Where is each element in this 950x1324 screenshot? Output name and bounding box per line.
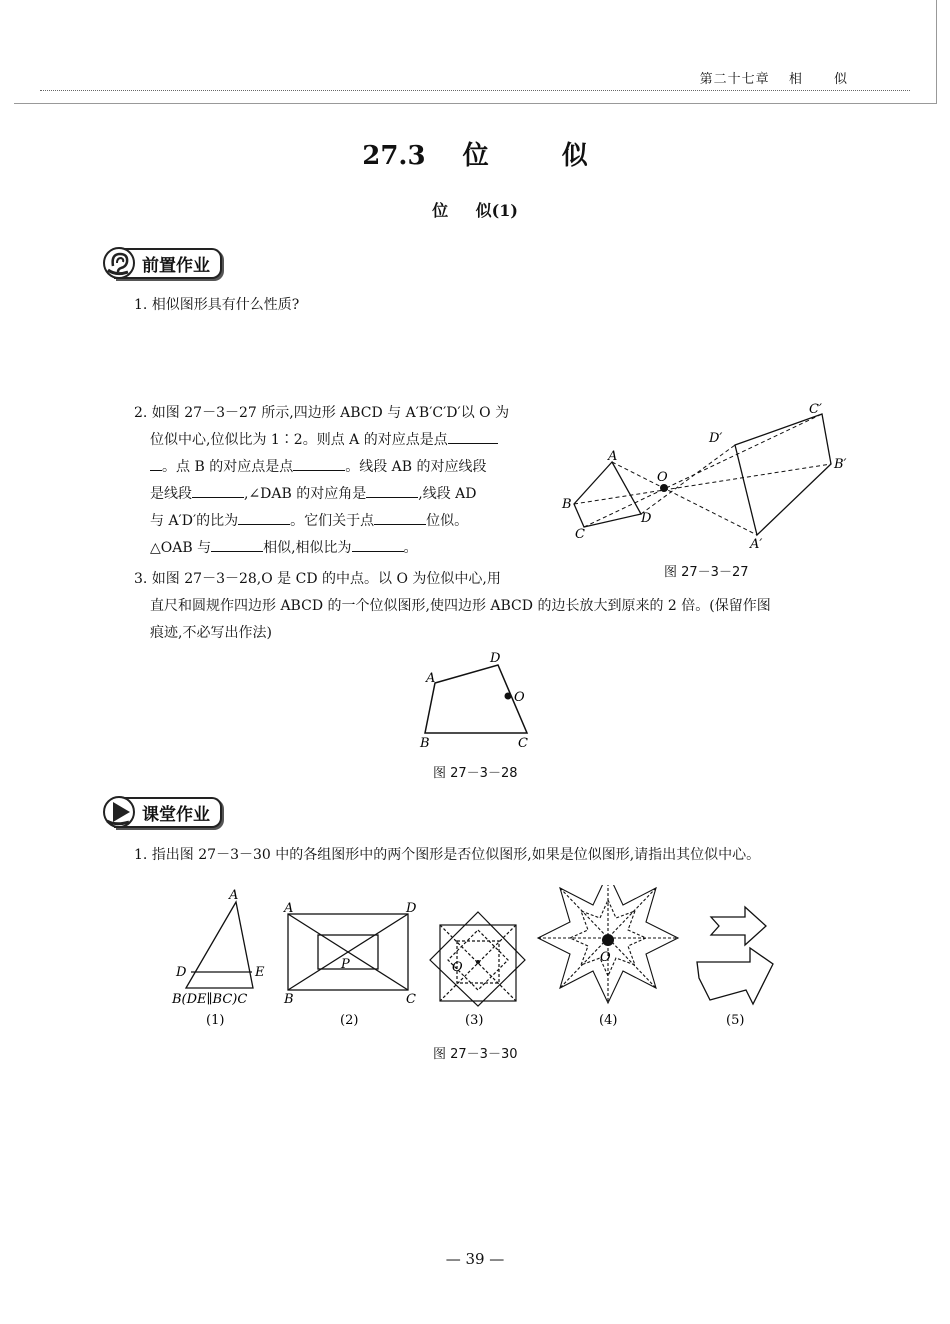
- answer-blank[interactable]: [150, 454, 162, 471]
- fig2-label-c: C: [406, 992, 416, 1007]
- sub-label-3: (3): [465, 1013, 484, 1028]
- label-b: B: [562, 497, 572, 512]
- figure-27-3-27: [555, 398, 865, 553]
- lesson-subtitle: [0, 198, 950, 221]
- sub-label-4: (4): [599, 1013, 618, 1028]
- fig-1-triangle: [186, 902, 253, 988]
- homothety-rays: [574, 414, 831, 535]
- label-d: D: [490, 651, 501, 666]
- subtitle-char-2: 似(1): [475, 201, 518, 220]
- answer-blank[interactable]: [238, 508, 290, 525]
- label-d: D: [641, 511, 652, 526]
- page-number: — 39 —: [445, 1250, 505, 1268]
- fig4-label-o: O: [600, 950, 611, 965]
- answer-blank[interactable]: [211, 535, 263, 552]
- answer-blank[interactable]: [352, 535, 404, 552]
- q2-text: 是线段: [150, 486, 192, 502]
- figure-30-caption: 图 27－3－30: [433, 1047, 518, 1062]
- pre-question-2: [134, 400, 554, 562]
- section-number: 27.3: [362, 141, 426, 171]
- answer-blank[interactable]: [293, 454, 345, 471]
- fig2-label-b: B: [284, 992, 294, 1007]
- chapter-title-2: 似: [833, 72, 848, 87]
- q2-text: 位似中心,位似比为 1∶2。则点 A 的对应点是点: [150, 432, 448, 448]
- section-char-1: 位: [462, 141, 489, 171]
- q2-line-6: [134, 535, 554, 562]
- q2-text: ,线段 AD: [418, 486, 477, 502]
- fig4-center: [602, 934, 614, 946]
- center-point-o: [660, 484, 668, 492]
- q2-line-4: [134, 481, 554, 508]
- label-o: O: [514, 690, 525, 705]
- header-side-rule: [936, 0, 937, 104]
- fig2-label-p: P: [341, 957, 350, 972]
- subtitle-char-1: 位: [432, 201, 449, 220]
- fig1-label-a: A: [229, 888, 239, 903]
- q2-text: 。点 B 的对应点是点: [162, 459, 294, 475]
- answer-blank[interactable]: [192, 481, 244, 498]
- q2-text: 位似。: [426, 513, 469, 529]
- section-char-2: 似: [561, 141, 588, 171]
- q2-line-2: [134, 427, 554, 454]
- q2-line-3: [134, 454, 554, 481]
- figure-27-caption: 图 27－3－27: [664, 565, 749, 580]
- figure-27-3-30: [168, 885, 783, 1033]
- chapter-label: 第二十七章: [699, 72, 770, 87]
- fig2-label-a: A: [284, 901, 294, 916]
- fig1-label-e: E: [255, 965, 265, 980]
- fig1-note: B(DE∥BC)C: [172, 992, 248, 1007]
- header-rule: [14, 103, 936, 104]
- fig-3-squares: [430, 912, 525, 1006]
- label-c-prime: C′: [809, 402, 822, 417]
- q2-text: 相似,相似比为: [263, 540, 352, 556]
- class-homework-label: 课堂作业: [114, 797, 222, 828]
- chapter-title-1: 相: [788, 72, 803, 87]
- q2-text: 。: [403, 540, 418, 556]
- class-question-1: 1. 指出图 27－3－30 中的各组图形中的两个图形是否位似图形,如果是位似图形,请指出其位似中心。: [134, 847, 761, 863]
- running-header: [686, 68, 848, 87]
- pre-question-1: 1. 相似图形具有什么性质?: [134, 297, 300, 313]
- q2-line-5: [134, 508, 554, 535]
- answer-blank[interactable]: [448, 427, 498, 444]
- figure-28-caption: 图 27－3－28: [433, 766, 518, 781]
- label-a-prime: A′: [750, 537, 763, 552]
- fig-2-rectangles: [288, 914, 408, 990]
- q2-text: 。线段 AB 的对应线段: [345, 459, 487, 475]
- q2-line-1: 2. 如图 27－3－27 所示,四边形 ABCD 与 A′B′C′D′以 O 为: [134, 405, 510, 421]
- q2-text: 与 A′D′的比为: [150, 513, 239, 529]
- sub-label-5: (5): [726, 1013, 745, 1028]
- label-c: C: [518, 736, 528, 751]
- sub-label-1: (1): [206, 1013, 225, 1028]
- q3-line-1: 3. 如图 27－3－28,O 是 CD 的中点。以 O 为位似中心,用: [134, 571, 501, 587]
- q2-text: 。它们关于点: [290, 513, 375, 529]
- label-b: B: [420, 736, 430, 751]
- play-icon: [102, 795, 136, 829]
- midpoint-o: [505, 693, 512, 700]
- class-homework-badge: [102, 797, 222, 827]
- fig2-label-d: D: [406, 901, 417, 916]
- q3-line-2: 直尺和圆规作四边形 ABCD 的一个位似图形,使四边形 ABCD 的边长放大到原来的 2 倍。(保留作图: [150, 598, 771, 614]
- quad-abcd: [425, 665, 527, 733]
- header-dotted-rule: [40, 90, 910, 91]
- label-d-prime: D′: [709, 431, 723, 446]
- label-o: O: [657, 470, 668, 485]
- pre-homework-label: 前置作业: [114, 248, 222, 279]
- q3-line-3: 痕迹,不必写出作法): [150, 625, 272, 641]
- pre-question-3: [134, 566, 854, 647]
- q2-text: △OAB 与: [150, 540, 212, 556]
- label-b-prime: B′: [834, 457, 847, 472]
- figure-27-3-28: [415, 648, 540, 753]
- fig1-label-d: D: [176, 965, 187, 980]
- ear-icon: [102, 246, 136, 280]
- pre-homework-badge: [102, 248, 222, 278]
- section-title: [0, 135, 950, 172]
- sub-label-2: (2): [340, 1013, 359, 1028]
- answer-blank[interactable]: [374, 508, 426, 525]
- label-a: A: [426, 671, 436, 686]
- fig-5-arrows: [697, 907, 773, 1004]
- q2-text: ,∠DAB 的对应角是: [244, 486, 367, 502]
- label-c: C: [575, 527, 585, 542]
- answer-blank[interactable]: [366, 481, 418, 498]
- label-a: A: [608, 449, 618, 464]
- fig3-label-o: O: [452, 960, 463, 975]
